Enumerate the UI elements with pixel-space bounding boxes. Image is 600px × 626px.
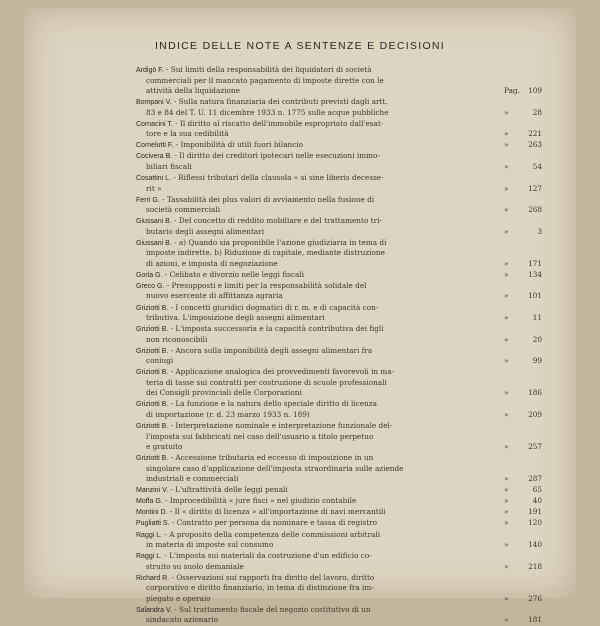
page-reference bbox=[504, 356, 542, 367]
index-entry bbox=[136, 421, 542, 453]
entry-author: Greco G. bbox=[136, 282, 165, 290]
entry-author: Gorla G. bbox=[136, 271, 163, 279]
entry-title-text: - Del concetto di reddito mobiliare e del trattamento tri- bbox=[174, 216, 382, 226]
entry-title-text: - Il « diritto di licenza » all'importazione di navi mercantili bbox=[169, 507, 386, 517]
entry-title-text: - A proposito della competenza delle commissioni arbitrali bbox=[164, 529, 381, 539]
page-reference bbox=[504, 410, 542, 421]
entry-line bbox=[136, 259, 542, 270]
entry-author: Griziotti B. bbox=[136, 347, 169, 355]
page-number: 54 bbox=[532, 161, 542, 171]
entry-title-text: - La funzione e la natura dello speciale diritto di licenza bbox=[170, 399, 377, 409]
page-number: 109 bbox=[528, 86, 542, 96]
entry-line bbox=[136, 432, 542, 443]
page-number: 65 bbox=[532, 485, 542, 495]
entry-title-text: - Sulla natura finanziaria dei contributi previsti dagli artt. bbox=[173, 97, 388, 107]
page-number: 287 bbox=[528, 474, 542, 484]
page-number: 40 bbox=[532, 496, 542, 506]
index-entry bbox=[136, 151, 542, 172]
page-mark: Pag. bbox=[504, 86, 520, 96]
entry-author: Giussani B. bbox=[136, 218, 172, 226]
entry-line bbox=[136, 303, 542, 314]
entry-title-text: - Contratto per persona da nominare e tassa di registro bbox=[171, 518, 378, 528]
entry-author: Cornelutti F. bbox=[136, 142, 174, 150]
page-title: INDICE DELLE NOTE A SENTENZE E DECISIONI bbox=[154, 40, 446, 52]
entry-line bbox=[136, 281, 542, 292]
entry-author: Cosattini L. bbox=[136, 174, 172, 182]
page-mark: » bbox=[504, 593, 509, 603]
page-mark: » bbox=[504, 258, 509, 268]
entry-title-text: - Accessione tributaria ed eccesso di imposizione in un bbox=[170, 453, 374, 463]
entry-title-text: l'imposta sui fabbricati nel caso dell'usuario a titolo perpetuo bbox=[146, 431, 374, 441]
entry-author: Griziotti B. bbox=[136, 304, 169, 312]
page-mark: » bbox=[504, 334, 509, 344]
page-number: 181 bbox=[528, 615, 542, 625]
entry-line bbox=[136, 399, 542, 410]
entry-title-text: attività della liquidazione bbox=[146, 86, 240, 96]
page-mark: » bbox=[504, 140, 509, 150]
entry-title-text: tore e la sua cedibilità bbox=[146, 129, 229, 139]
entry-author: Giussani B. bbox=[136, 239, 172, 247]
entry-title-text: piegato e operaio bbox=[146, 593, 211, 603]
entry-title-text: imposte indirette. b) Riduzione di capitale, mediante distruzione bbox=[146, 248, 385, 258]
entry-line bbox=[136, 421, 542, 432]
index-entry bbox=[136, 195, 542, 216]
entry-title-text: butario degli assegni alimentari bbox=[146, 226, 265, 236]
page-number: 276 bbox=[528, 593, 542, 603]
entry-line bbox=[136, 291, 542, 302]
page-mark: » bbox=[504, 388, 509, 398]
entry-author: Ferri G. bbox=[136, 196, 160, 204]
page-mark: » bbox=[504, 129, 509, 139]
page-number: 221 bbox=[528, 129, 542, 139]
entry-title-text: - Il diritto al riscatto dell'immobile espropriato dall'esat- bbox=[175, 118, 384, 128]
entry-author: Cocivera B. bbox=[136, 153, 173, 161]
entry-title-text: - Il diritto dei creditori ipotecari nelle esecuzioni immo- bbox=[174, 151, 380, 161]
page-number: 257 bbox=[528, 442, 542, 452]
page-reference bbox=[504, 129, 542, 140]
entry-title-text: - Interpretazione nominale e interpretazione funzionale del- bbox=[170, 421, 393, 431]
index-entry bbox=[136, 216, 542, 237]
index-entry bbox=[136, 367, 542, 399]
page-mark: » bbox=[504, 474, 509, 484]
entry-line bbox=[136, 518, 542, 529]
entry-title-text: dei Consigli provinciali delle Corporazioni bbox=[146, 388, 302, 398]
page-reference bbox=[504, 184, 542, 195]
page-mark: » bbox=[504, 161, 509, 171]
entry-line bbox=[136, 551, 542, 562]
page-mark: » bbox=[504, 313, 509, 323]
page-reference bbox=[504, 227, 542, 238]
index-entry bbox=[136, 453, 542, 485]
entry-line bbox=[136, 605, 542, 616]
entry-line bbox=[136, 270, 542, 281]
index-entry bbox=[136, 573, 542, 605]
index-list bbox=[136, 65, 542, 626]
entry-title-text: - Sul trattamento fiscale del negozio costitutivo di un bbox=[174, 604, 371, 614]
entry-title-text: sindacato azionario bbox=[146, 615, 219, 625]
entry-line bbox=[136, 562, 542, 573]
page-mark: » bbox=[504, 496, 509, 506]
entry-author: Manzini V. bbox=[136, 487, 169, 495]
entry-line bbox=[136, 583, 542, 594]
entry-line bbox=[136, 442, 542, 453]
entry-title-text: - Osservazioni sui rapporti fra diritto del lavoro, diritto bbox=[171, 572, 375, 582]
entry-title-text: - Presupposti e limiti per la responsabilità solidale del bbox=[166, 280, 367, 290]
entry-author: Cornacini T. bbox=[136, 120, 173, 128]
page-number: 171 bbox=[528, 258, 542, 268]
page-reference bbox=[504, 388, 542, 399]
page-mark: » bbox=[504, 540, 509, 550]
entry-author: Griziotti B. bbox=[136, 401, 169, 409]
entry-title-text: - Celibato e divorzio nelle leggi fiscali bbox=[164, 269, 305, 279]
entry-line bbox=[136, 65, 542, 76]
entry-line bbox=[136, 378, 542, 389]
entry-title-text: - Applicazione analogica dei provvedimenti favorevoli in ma- bbox=[170, 367, 395, 377]
page-reference bbox=[504, 594, 542, 605]
entry-title-text: struito su suolo demaniale bbox=[146, 561, 244, 571]
entry-author: Richard R. bbox=[136, 574, 170, 582]
entry-title-text: teria di tasse sui contratti per costruzione di scuole professionali bbox=[146, 377, 387, 387]
entry-line bbox=[136, 346, 542, 357]
page-reference bbox=[504, 474, 542, 485]
index-entry bbox=[136, 119, 542, 140]
entry-line bbox=[136, 97, 542, 108]
page-reference bbox=[504, 108, 542, 119]
page-number: 28 bbox=[532, 107, 542, 117]
entry-author: Griziotti B. bbox=[136, 423, 169, 431]
entry-line bbox=[136, 162, 542, 173]
page-reference bbox=[504, 507, 542, 518]
index-entry bbox=[136, 324, 542, 345]
page-number: 127 bbox=[528, 183, 542, 193]
page-reference bbox=[504, 485, 542, 496]
entry-line bbox=[136, 485, 542, 496]
page-number: 134 bbox=[528, 269, 542, 279]
index-entry bbox=[136, 507, 542, 518]
page-mark: » bbox=[504, 269, 509, 279]
entry-author: Raggi L. bbox=[136, 531, 163, 539]
entry-title-text: corporativo e diritto finanziario, in tema di distinzione fra im- bbox=[146, 583, 374, 593]
entry-author: Pugliatti S. bbox=[136, 520, 170, 528]
page-mark: » bbox=[504, 291, 509, 301]
page-reference bbox=[504, 540, 542, 551]
page-mark: » bbox=[504, 226, 509, 236]
entry-title-text: - L'ultrattività delle leggi penali bbox=[170, 485, 288, 495]
entry-line bbox=[136, 335, 542, 346]
entry-title-text: biliari fiscali bbox=[146, 161, 192, 171]
page-mark: » bbox=[504, 485, 509, 495]
entry-title-text: - Imponibilità di utili fuori bilancio bbox=[175, 140, 304, 150]
entry-line bbox=[136, 140, 542, 151]
entry-line bbox=[136, 464, 542, 475]
entry-line bbox=[136, 507, 542, 518]
page-mark: » bbox=[504, 356, 509, 366]
page-number: 20 bbox=[532, 334, 542, 344]
index-entry bbox=[136, 399, 542, 420]
entry-line bbox=[136, 540, 542, 551]
entry-title-text: - I concetti giuridici dogmatici di r. m. e di capacità con- bbox=[170, 302, 379, 312]
entry-line bbox=[136, 388, 542, 399]
page-number: 186 bbox=[528, 388, 542, 398]
page-reference bbox=[504, 442, 542, 453]
index-entry bbox=[136, 281, 542, 302]
entry-author: Griziotti B. bbox=[136, 455, 169, 463]
entry-author: Moffa G. bbox=[136, 498, 163, 506]
entry-title-text: società commerciali bbox=[146, 205, 221, 215]
entry-title-text: 83 e 84 del T. U. 11 dicembre 1933 n. 1775 sulle acque pubbliche bbox=[146, 107, 389, 117]
entry-author: Montini D. bbox=[136, 509, 168, 517]
page-mark: » bbox=[504, 615, 509, 625]
entry-title-text: - a) Quando sia proponibile l'azione giudiziaria in tema di bbox=[174, 237, 387, 247]
entry-line bbox=[136, 184, 542, 195]
index-entry bbox=[136, 518, 542, 529]
entry-title-text: non riconoscibili bbox=[146, 334, 208, 344]
entry-author: Raggi L. bbox=[136, 553, 163, 561]
entry-line bbox=[136, 76, 542, 87]
page-reference bbox=[504, 518, 542, 529]
page-reference bbox=[504, 335, 542, 346]
page-number: 263 bbox=[528, 140, 542, 150]
page-reference bbox=[504, 562, 542, 573]
page-mark: » bbox=[504, 410, 509, 419]
entry-title-text: - L'imposta sui materiali da costruzione d'un edificio co- bbox=[164, 551, 372, 561]
entry-line bbox=[136, 615, 542, 626]
entry-line bbox=[136, 594, 542, 605]
page-mark: » bbox=[504, 183, 509, 193]
index-entry bbox=[136, 140, 542, 151]
entry-author: Griziotti B. bbox=[136, 326, 169, 334]
entry-title-text: singolare caso d'applicazione dell'imposta straordinaria sulle aziende bbox=[146, 463, 404, 473]
entry-line bbox=[136, 573, 542, 584]
entry-line bbox=[136, 108, 542, 119]
entry-title-text: nuovo esercente di affittanza agraria bbox=[146, 291, 283, 301]
index-entry bbox=[136, 530, 542, 551]
entry-title-text: tributiva. L'imposizione degli assegni alimentari bbox=[146, 313, 325, 323]
entry-title-text: - Ancora sulla imponibilità degli assegni alimentari fra bbox=[170, 345, 373, 355]
page-mark: » bbox=[504, 205, 509, 215]
entry-author: Salandra V. bbox=[136, 606, 172, 614]
page-number: 101 bbox=[528, 291, 542, 301]
page-number: 120 bbox=[528, 518, 542, 528]
entry-title-text: - Tassabilità dei plus valori di avviamento nella fusione di bbox=[162, 194, 375, 204]
entry-line bbox=[136, 205, 542, 216]
entry-line bbox=[136, 313, 542, 324]
entry-title-text: - Riflessi tributari della clausola « si sine liberis decesse- bbox=[173, 172, 384, 182]
entry-line bbox=[136, 530, 542, 541]
entry-line bbox=[136, 248, 542, 259]
page-mark: » bbox=[504, 561, 509, 571]
index-entry bbox=[136, 485, 542, 496]
entry-line bbox=[136, 324, 542, 335]
entry-line bbox=[136, 474, 542, 485]
page-reference bbox=[504, 291, 542, 302]
entry-title-text: coniugi bbox=[146, 356, 174, 366]
page-number: 218 bbox=[528, 561, 542, 571]
entry-title-text: industriali e commerciali bbox=[146, 474, 239, 484]
page-mark: » bbox=[504, 507, 509, 517]
entry-line bbox=[136, 453, 542, 464]
entry-line bbox=[136, 367, 542, 378]
page-reference bbox=[504, 86, 542, 97]
entry-line bbox=[136, 195, 542, 206]
page-mark: » bbox=[504, 107, 509, 117]
entry-line bbox=[136, 173, 542, 184]
entry-title-text: rit » bbox=[146, 183, 162, 193]
page-reference bbox=[504, 270, 542, 281]
index-entry bbox=[136, 496, 542, 507]
document-page bbox=[24, 8, 576, 625]
entry-line bbox=[136, 410, 542, 421]
entry-title-text: e gratuito bbox=[146, 442, 183, 452]
index-entry bbox=[136, 346, 542, 367]
page-reference bbox=[504, 162, 542, 173]
page-reference bbox=[504, 205, 542, 216]
entry-author: Ardigò F. bbox=[136, 67, 164, 74]
entry-line bbox=[136, 496, 542, 507]
index-entry bbox=[136, 551, 542, 572]
entry-line bbox=[136, 86, 542, 97]
index-entry bbox=[136, 270, 542, 281]
entry-line bbox=[136, 119, 542, 130]
entry-title-text: di azioni, e imposta di negoziazione bbox=[146, 258, 278, 268]
page-number: 140 bbox=[528, 540, 542, 550]
page-reference bbox=[504, 496, 542, 507]
page-reference bbox=[504, 259, 542, 270]
page-number: 209 bbox=[528, 410, 542, 419]
page-mark: » bbox=[504, 518, 509, 528]
index-entry bbox=[136, 238, 542, 270]
entry-author: Griziotti B. bbox=[136, 369, 169, 377]
index-entry bbox=[136, 97, 542, 118]
entry-line bbox=[136, 356, 542, 367]
page-reference bbox=[504, 615, 542, 626]
entry-line bbox=[136, 227, 542, 238]
entry-title-text: in materia di imposte sul consumo bbox=[146, 540, 274, 550]
index-entry bbox=[136, 173, 542, 194]
entry-author: Bompani V. bbox=[136, 99, 172, 107]
entry-title-text: - Improcedibilità « jure fisci » nel giudizio contabile bbox=[165, 496, 357, 506]
entry-line bbox=[136, 216, 542, 227]
page-reference bbox=[504, 140, 542, 151]
entry-title-text: - Sui limiti della responsabilità dei liquidatori di società bbox=[165, 65, 372, 74]
page-number: 99 bbox=[532, 356, 542, 366]
entry-title-text: commerciali per il mancato pagamento di imposte dirette con le bbox=[146, 75, 384, 85]
entry-line bbox=[136, 151, 542, 162]
page-number: 3 bbox=[537, 226, 542, 236]
page-number: 191 bbox=[528, 507, 542, 517]
page-number: 268 bbox=[528, 205, 542, 215]
page-mark: » bbox=[504, 442, 509, 452]
index-entry bbox=[136, 303, 542, 324]
index-entry bbox=[136, 605, 542, 626]
entry-line bbox=[136, 129, 542, 140]
page-number: 11 bbox=[532, 313, 542, 323]
page-reference bbox=[504, 313, 542, 324]
entry-title-text: di importazione (r. d. 23 marzo 1933 n. 189) bbox=[146, 410, 310, 419]
entry-title-text: - L'imposta successoria e la capacità contributiva dei figli bbox=[170, 324, 384, 334]
index-entry bbox=[136, 65, 542, 97]
entry-line bbox=[136, 238, 542, 249]
